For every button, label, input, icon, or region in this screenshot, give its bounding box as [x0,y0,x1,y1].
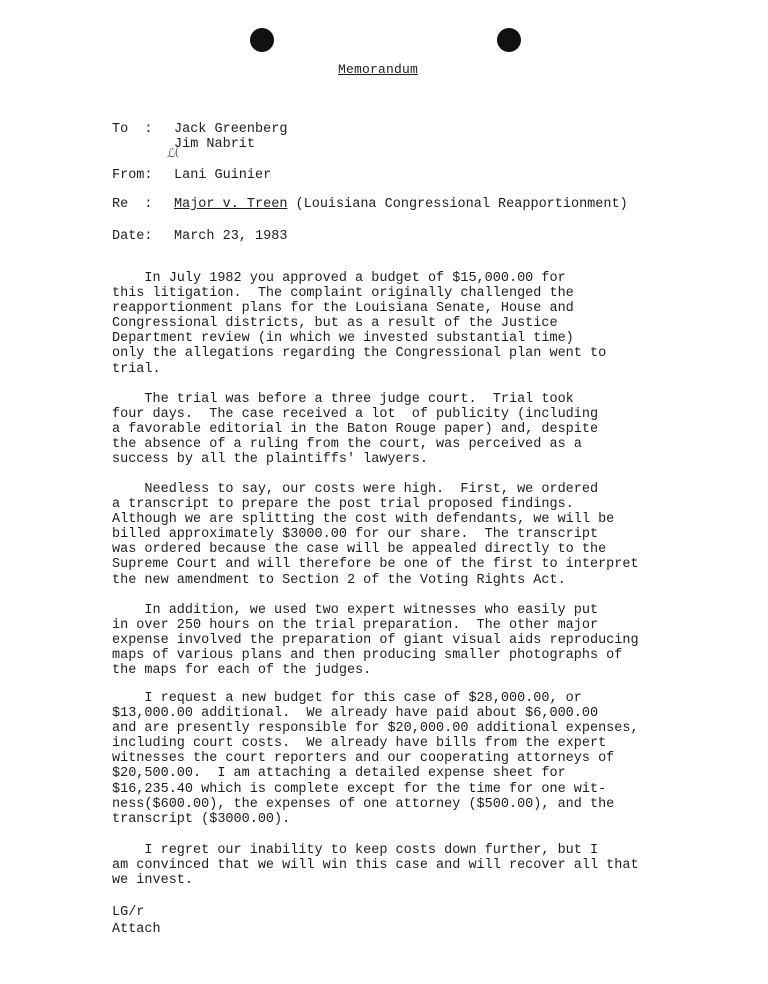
date-value: March 23, 1983 [174,229,288,244]
paragraph-3: Needless to say, our costs were high. First, we ordered a transcript to prepare the post trial proposed findings. Although we are splitting the cost with defendants, we will be billed approximately $3000.00 for our share. The transcript was ordered because the case will be appealed directly to the Supreme Court and will therefore be one of the first to interpret the new amendment to Section 2 of the Voting Rights Act. [112,482,639,588]
paragraph-2: The trial was before a three judge court. Trial took four days. The case received a lot of publicity (including a favorable editorial in the Baton Rouge paper) and, despite the absence of a ruling from the court, was perceived as a success by all the plaintiffs' lawyers. [112,392,599,468]
memo-title: Memorandum [338,62,419,77]
paragraph-6: I regret our inability to keep costs down further, but I am convinced that we will win this case and will recover all that we invest. [112,843,639,889]
handwritten-initials: ℒ( [164,144,181,162]
to-line-2 [112,137,255,153]
from-name: Lani Guinier [174,168,272,183]
re-label: Re : [112,197,153,212]
paragraph-4: In addition, we used two expert witnesses who easily put in over 250 hours on the trial preparation. The other major expense involved the preparation of giant visual aids reproducing maps of various plans and then producing smaller photographs of the maps for each of the judges. [112,603,639,679]
re-case: Major v. Treen [174,197,288,212]
punch-hole-right [497,28,521,52]
re-line [112,197,628,213]
attachment-note: Attach [112,922,161,937]
from-line [112,168,271,184]
typist-initials: LG/r [112,905,145,920]
to-name-1: Jack Greenberg [174,122,288,137]
paragraph-5: I request a new budget for this case of $28,000.00, or $13,000.00 additional. We already have paid about $6,000.00 and are presently responsible for $20,000.00 additional expenses, including court costs. We already have bills from the expert witnesses the court reporters and our cooperating attorneys of $20,500.00. I am attaching a detailed expense sheet for $16,235.40 which is complete except for the time for one wit- ness($600.00), the expenses of one attorney ($500.00), and the transcript ($3000.00). [112,691,639,827]
re-description: (Louisiana Congressional Reapportionment) [287,197,628,212]
date-line [112,229,287,245]
date-label: Date: [112,229,153,244]
from-label: From: [112,168,153,183]
footer-block [112,904,161,938]
to-label: To : [112,122,153,137]
paragraph-1: In July 1982 you approved a budget of $15,000.00 for this litigation. The complaint originally challenged the reapportionment plans for the Louisiana Senate, House and Congressional districts, but as a result of the Justice Department review (in which we invested substantial time) only the allegations regarding the Congressional plan went to trial. [112,271,607,377]
to-line [112,122,287,138]
punch-hole-left [250,28,274,52]
to-name-2: Jim Nabrit [174,137,256,152]
